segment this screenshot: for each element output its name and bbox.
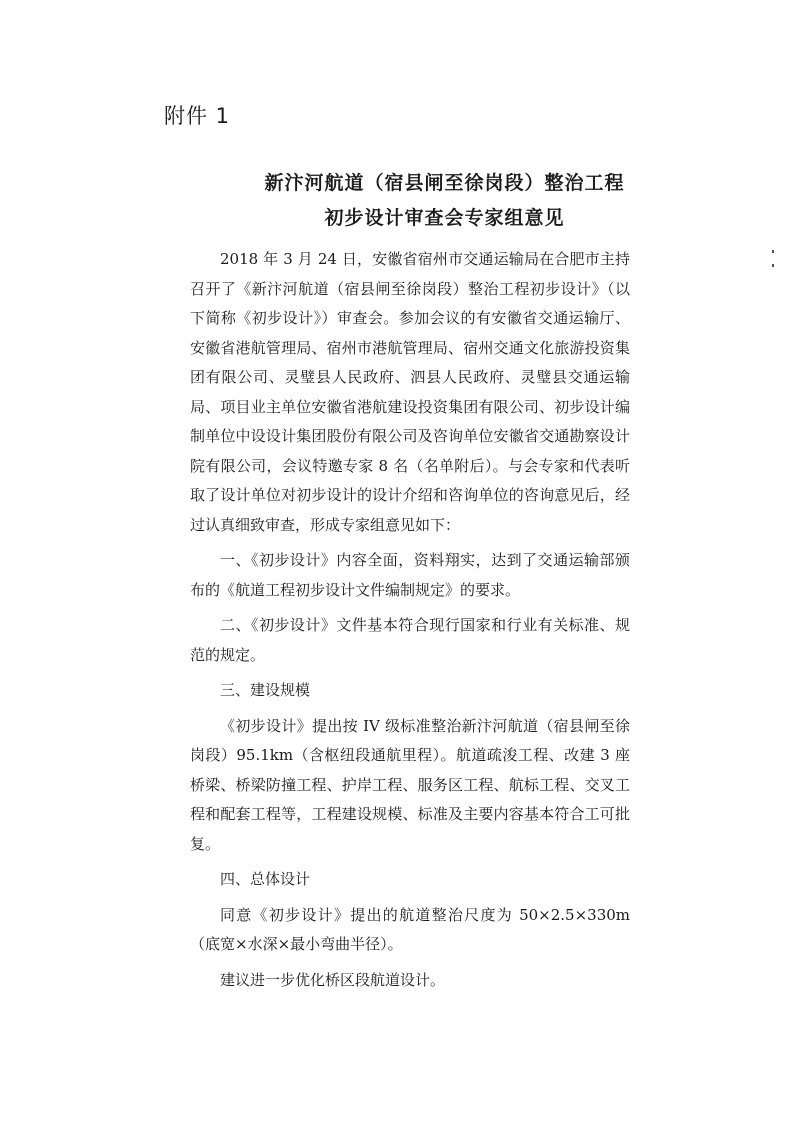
paragraph-item-1: 一、《初步设计》内容全面，资料翔实，达到了交通运输部颁布的《航道工程初步设计文件编制规定》的要求。: [190, 551, 630, 599]
attachment-label: 附件 1: [164, 104, 231, 128]
section-heading-construction-scale: 三、建设规模: [220, 681, 311, 699]
document-title-line-2: 初步设计审查会专家组意见: [324, 207, 565, 229]
document-body: [190, 245, 630, 995]
section-heading-overall-design: 四、总体设计: [220, 870, 311, 888]
paragraph-suggestion: 建议进一步优化桥区段航道设计。: [220, 970, 446, 989]
paragraph-item-2: 二、《初步设计》文件基本符合现行国家和行业有关标准、规范的规定。: [190, 616, 630, 664]
paragraph-intro: 2018 年 3 月 24 日，安徽省宿州市交通运输局在合肥市主持召开了《新汴河航道（宿县闸至徐岗段）整治工程初步设计》（以下简称《初步设计》）审查会。参加会议的有安徽省交通运输厅、安徽省港航管理局、宿州市港航管理局、宿州交通文化旅游投资集团有限公司、灵璧县人民政府、泗县人民政府、灵璧县交通运输局、项目业主单位安徽省港航建设投资集团有限公司、初步设计编制单位中设设计集团股份有限公司及咨询单位安徽省交通勘察设计院有限公司，会议特邀专家 8 名（名单附后）。与会专家和代表听取了设计单位对初步设计的设计介绍和咨询单位的咨询意见后，经过认真细致审查，形成专家组意见如下：: [190, 250, 630, 534]
scan-margin-mark: [772, 250, 774, 253]
scan-margin-mark: [772, 264, 774, 267]
paragraph-construction-scale: 《初步设计》提出按 IV 级标准整治新汴河航道（宿县闸至徐岗段）95.1km（含枢纽段通航里程）。航道疏浚工程、改建 3 座桥梁、桥梁防撞工程、护岸工程、服务区工程、航标工程、交叉工程和配套工程等，工程建设规模、标准及主要内容基本符合工可批复。: [190, 716, 630, 853]
paragraph-overall-design: 同意《初步设计》提出的航道整治尺度为 50×2.5×330m（底宽×水深×最小弯曲半径）。: [190, 905, 630, 953]
document-title-line-1: 新汴河航道（宿县闸至徐岗段）整治工程: [264, 172, 625, 194]
